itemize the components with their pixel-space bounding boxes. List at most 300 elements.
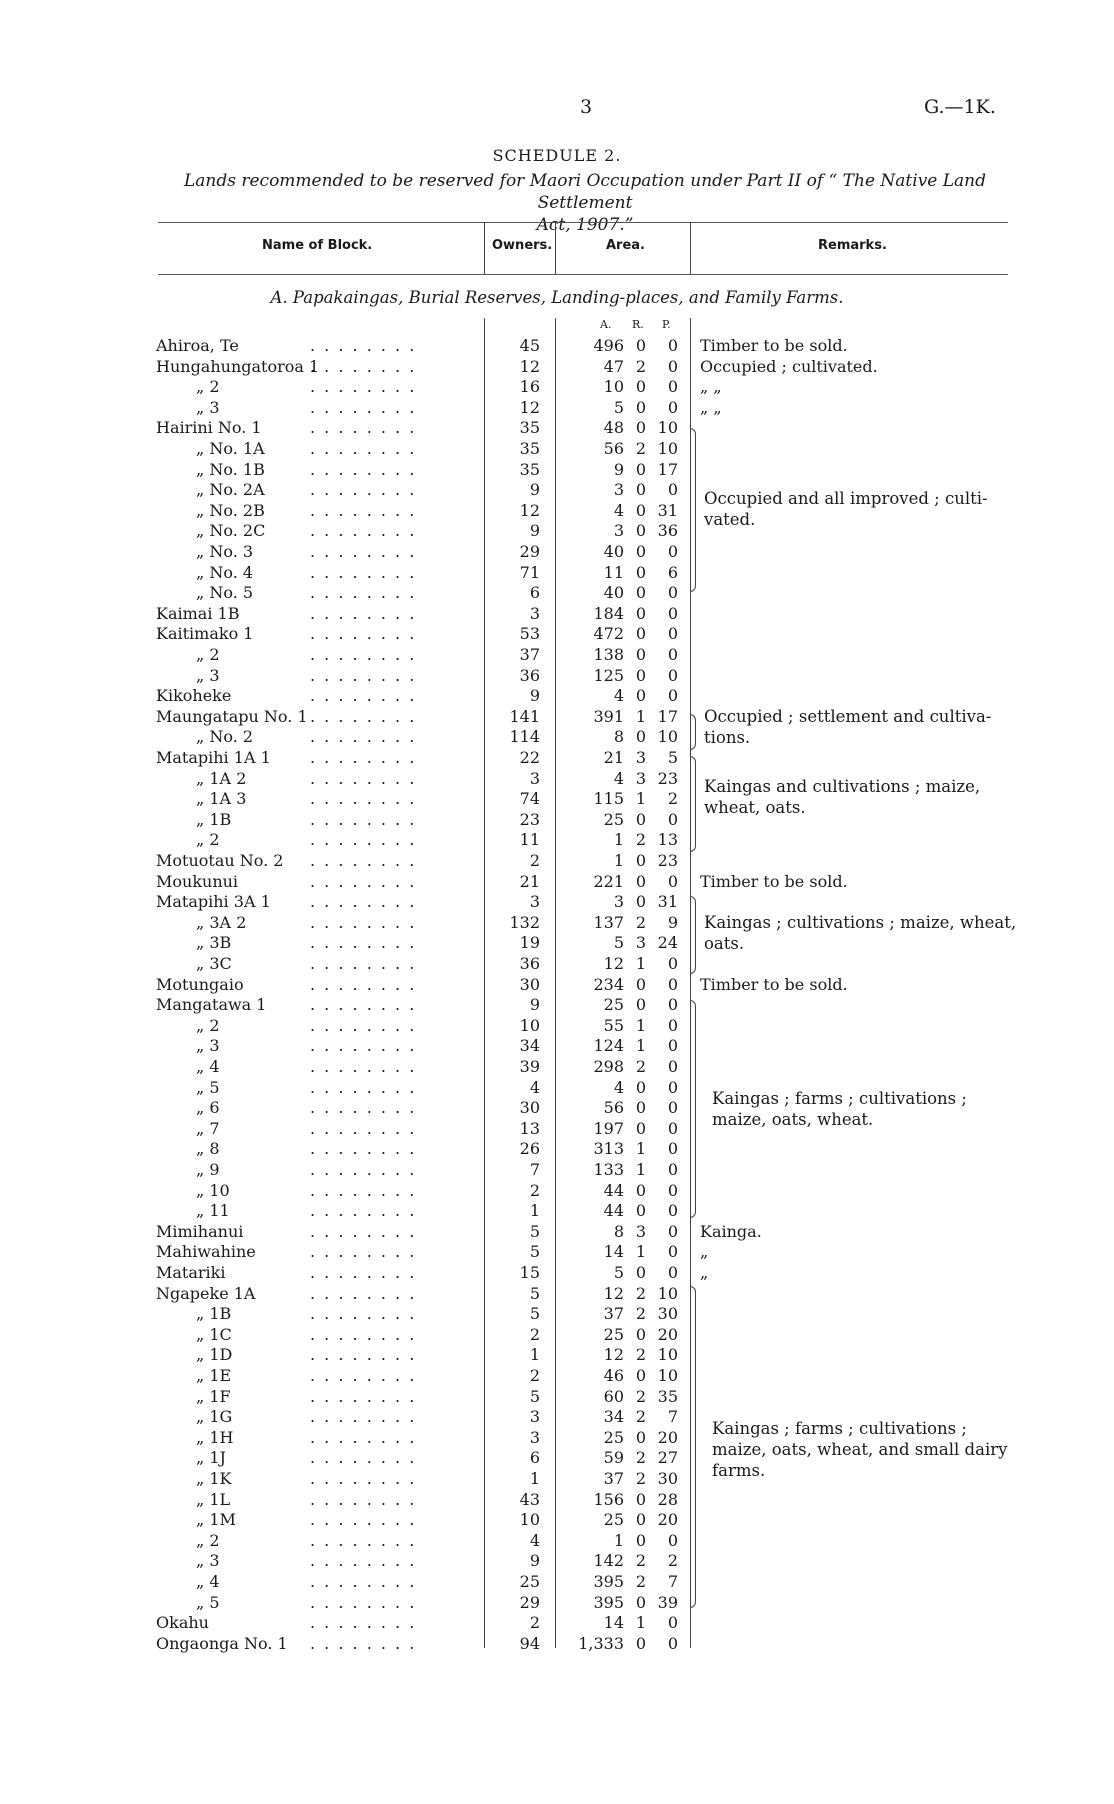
leader-dots: . . . . . . . . (310, 583, 417, 603)
block-name: „ No. 3 (196, 542, 254, 561)
owners-count: 3 (529, 768, 540, 788)
owners-count: 132 (509, 912, 540, 932)
column-rule-owners-body (484, 318, 485, 1648)
area-acres: 14 (603, 1613, 624, 1633)
area-perches: 2 (667, 789, 678, 809)
area-roods: 0 (635, 1201, 646, 1221)
remark-text: Timber to be sold. (700, 336, 848, 355)
leader-dots: . . . . . . . . (310, 1015, 417, 1035)
block-name: Kaitimako 1 (156, 624, 254, 644)
area-acres: 34 (603, 1407, 624, 1427)
owners-count: 13 (519, 1118, 540, 1138)
area-roods: 0 (635, 459, 646, 479)
area-roods: 0 (635, 500, 646, 520)
area-roods: 2 (635, 1304, 646, 1324)
area-acres: 391 (593, 706, 624, 726)
area-roods: 0 (635, 1366, 646, 1385)
owners-count: 71 (519, 562, 540, 582)
area-perches: 13 (657, 830, 678, 850)
leader-dots: . . . . . . . . (310, 397, 417, 417)
area-perches: 0 (667, 1015, 678, 1035)
area-perches: 0 (667, 624, 678, 644)
leader-dots: . . . . . . . . (310, 1077, 417, 1097)
area-roods: 0 (635, 665, 646, 685)
owners-count: 39 (519, 1057, 540, 1076)
area-acres: 55 (603, 1015, 624, 1035)
area-perches: 0 (667, 645, 678, 664)
block-name: „ 1A 3 (196, 789, 247, 809)
column-rule-area-body (555, 318, 556, 1648)
area-acres: 44 (603, 1180, 624, 1200)
area-roods: 0 (635, 1592, 646, 1612)
owners-count: 45 (519, 336, 540, 355)
owners-count: 43 (519, 1489, 540, 1509)
area-acres: 60 (603, 1386, 624, 1406)
area-acres: 3 (613, 521, 624, 541)
area-acres: 25 (603, 995, 624, 1015)
area-roods: 0 (635, 1263, 646, 1282)
block-name: „ 1C (196, 1324, 232, 1344)
leader-dots: . . . . . . . . (310, 1572, 417, 1591)
area-perches: 0 (667, 1242, 678, 1262)
area-perches: 0 (667, 995, 678, 1015)
leader-dots: . . . . . . . . (310, 748, 417, 767)
owners-count: 30 (519, 974, 540, 994)
area-perches: 0 (667, 1098, 678, 1118)
area-perches: 0 (667, 1263, 678, 1282)
area-perches: 36 (657, 521, 678, 541)
area-perches: 10 (657, 1283, 678, 1303)
block-name: „ 4 (196, 1057, 220, 1076)
leader-dots: . . . . . . . . (310, 480, 417, 500)
owners-count: 29 (519, 542, 540, 561)
leader-dots: . . . . . . . . (310, 1118, 417, 1138)
owners-count: 35 (519, 418, 540, 438)
leader-dots: . . . . . . . . (310, 995, 417, 1015)
area-roods: 0 (635, 603, 646, 623)
leader-dots: . . . . . . . . (310, 1139, 417, 1159)
column-header-remarks: Remarks. (818, 238, 887, 253)
area-perches: 0 (667, 336, 678, 355)
leader-dots: . . . . . . . . (310, 1613, 417, 1633)
area-acres: 298 (593, 1057, 624, 1076)
owners-count: 6 (529, 583, 540, 603)
area-perches: 0 (667, 665, 678, 685)
leader-dots: . . . . . . . . (310, 1345, 417, 1365)
block-name: „ 3 (196, 397, 220, 417)
owners-count: 9 (529, 686, 540, 706)
block-name: „ 1L (196, 1489, 231, 1509)
leader-dots: . . . . . . . . (310, 562, 417, 582)
remark-text: „ (700, 1263, 709, 1282)
area-roods: 0 (635, 995, 646, 1015)
owners-count: 94 (519, 1633, 540, 1653)
area-roods: 2 (635, 356, 646, 376)
block-name: „ 2 (196, 1530, 220, 1550)
remark-mangatawa: Kaingas ; farms ; cultivations ; maize, oats, wheat. (712, 1089, 967, 1129)
area-acres: 14 (603, 1242, 624, 1262)
block-name: Kikoheke (156, 686, 232, 706)
area-acres: 5 (613, 1263, 624, 1282)
block-name: Motuotau No. 2 (156, 851, 284, 870)
block-name: Ngapeke 1A (156, 1283, 256, 1303)
area-perches: 0 (667, 356, 678, 376)
area-perches: 0 (667, 377, 678, 397)
owners-count: 37 (519, 645, 540, 664)
area-acres: 1 (613, 1530, 624, 1550)
area-acres: 12 (603, 954, 624, 973)
area-perches: 10 (657, 1366, 678, 1385)
area-perches: 6 (667, 562, 678, 582)
area-acres: 40 (603, 542, 624, 561)
schedule-title: SCHEDULE 2. (492, 146, 622, 165)
owners-count: 1 (529, 1201, 540, 1221)
block-name: Kaimai 1B (156, 603, 240, 623)
leader-dots: . . . . . . . . (310, 356, 417, 376)
block-name: „ 3 (196, 1551, 220, 1571)
area-acres: 11 (603, 562, 624, 582)
block-name: „ 2 (196, 830, 220, 850)
owners-count: 12 (519, 500, 540, 520)
area-roods: 0 (635, 1510, 646, 1530)
block-name: „ 2 (196, 1015, 220, 1035)
leader-dots: . . . . . . . . (310, 851, 417, 870)
leader-dots: . . . . . . . . (310, 1366, 417, 1385)
block-name: Mimihanui (156, 1221, 244, 1241)
owners-count: 1 (529, 1345, 540, 1365)
block-name: „ 8 (196, 1139, 220, 1159)
leader-dots: . . . . . . . . (310, 377, 417, 397)
remark-brace (690, 1286, 696, 1608)
area-acres: 221 (593, 871, 624, 891)
leader-dots: . . . . . . . . (310, 912, 417, 932)
area-acres: 46 (603, 1366, 624, 1385)
area-acres: 3 (613, 480, 624, 500)
block-name: „ 1D (196, 1345, 233, 1365)
area-roods: 0 (635, 686, 646, 706)
leader-dots: . . . . . . . . (310, 974, 417, 994)
owners-count: 4 (529, 1530, 540, 1550)
area-acres: 133 (593, 1160, 624, 1179)
leader-dots: . . . . . . . . (310, 1592, 417, 1612)
owners-count: 5 (529, 1283, 540, 1303)
owners-count: 36 (519, 954, 540, 973)
area-perches: 10 (657, 439, 678, 458)
area-perches: 0 (667, 954, 678, 973)
block-name: „ 1H (196, 1427, 234, 1447)
remark-text: „ (700, 1242, 709, 1262)
area-perches: 0 (667, 583, 678, 603)
owners-count: 7 (529, 1160, 540, 1179)
area-acres: 1 (613, 830, 624, 850)
owners-count: 12 (519, 397, 540, 417)
leader-dots: . . . . . . . . (310, 1510, 417, 1530)
owners-count: 25 (519, 1572, 540, 1591)
owners-count: 26 (519, 1139, 540, 1159)
area-acres: 4 (613, 500, 624, 520)
leader-dots: . . . . . . . . (310, 768, 417, 788)
area-acres: 25 (603, 809, 624, 829)
block-name: „ 3 (196, 1036, 220, 1056)
area-perches: 2 (667, 1551, 678, 1571)
area-roods: 2 (635, 1057, 646, 1076)
leader-dots: . . . . . . . . (310, 1324, 417, 1344)
area-acres: 125 (593, 665, 624, 685)
owners-count: 9 (529, 521, 540, 541)
block-name: „ 4 (196, 1572, 220, 1591)
owners-count: 2 (529, 1366, 540, 1385)
area-perches: 35 (657, 1386, 678, 1406)
block-name: „ 11 (196, 1201, 230, 1221)
area-perches: 31 (657, 892, 678, 912)
area-roods: 1 (635, 1036, 646, 1056)
owners-count: 2 (529, 1324, 540, 1344)
owners-count: 6 (529, 1448, 540, 1468)
leader-dots: . . . . . . . . (310, 1407, 417, 1427)
leader-dots: . . . . . . . . (310, 336, 417, 355)
area-perches: 0 (667, 542, 678, 561)
area-roods: 0 (635, 1324, 646, 1344)
remark-matapihi-3: Kaingas ; cultivations ; maize, wheat, oats. (704, 913, 1017, 953)
area-roods: 0 (635, 397, 646, 417)
page-number: 3 (580, 96, 593, 118)
remark-brace (690, 714, 696, 750)
block-name: Hungahungatoroa 1 (156, 356, 320, 376)
area-perches: 30 (657, 1304, 678, 1324)
owners-count: 3 (529, 603, 540, 623)
area-perches: 0 (667, 1201, 678, 1221)
area-roods: 0 (635, 727, 646, 747)
area-roods: 0 (635, 871, 646, 891)
area-acres: 138 (593, 645, 624, 664)
owners-count: 22 (519, 748, 540, 767)
area-roods: 0 (635, 1118, 646, 1138)
leader-dots: . . . . . . . . (310, 1242, 417, 1262)
area-roods: 0 (635, 1180, 646, 1200)
leader-dots: . . . . . . . . (310, 686, 417, 706)
leader-dots: . . . . . . . . (310, 1304, 417, 1324)
leader-dots: . . . . . . . . (310, 1551, 417, 1571)
area-perches: 0 (667, 871, 678, 891)
owners-count: 9 (529, 480, 540, 500)
area-roods: 2 (635, 1345, 646, 1365)
area-perches: 0 (667, 1077, 678, 1097)
leader-dots: . . . . . . . . (310, 1098, 417, 1118)
leader-dots: . . . . . . . . (310, 1201, 417, 1221)
block-name: Motungaio (156, 974, 244, 994)
remark-matapihi-1: Kaingas and cultivations ; maize, wheat, oats. (704, 777, 981, 817)
area-perches: 17 (657, 459, 678, 479)
area-perches: 10 (657, 418, 678, 438)
area-perches: 20 (657, 1427, 678, 1447)
area-perches: 0 (667, 1180, 678, 1200)
block-name: „ 3C (196, 954, 232, 973)
area-roods: 0 (635, 1633, 646, 1653)
remark-brace (690, 1000, 696, 1218)
area-roods: 0 (635, 418, 646, 438)
owners-count: 15 (519, 1263, 540, 1282)
leader-dots: . . . . . . . . (310, 1057, 417, 1076)
area-acres: 25 (603, 1510, 624, 1530)
subtitle-line-2: Act, 1907.” (536, 215, 634, 235)
block-name: Mangatawa 1 (156, 995, 267, 1015)
leader-dots: . . . . . . . . (310, 933, 417, 953)
area-acres: 5 (613, 397, 624, 417)
area-perches: 20 (657, 1510, 678, 1530)
area-perches: 0 (667, 1118, 678, 1138)
leader-dots: . . . . . . . . (310, 439, 417, 458)
owners-count: 35 (519, 459, 540, 479)
area-acres: 4 (613, 768, 624, 788)
block-name: „ No. 1A (196, 439, 265, 458)
column-header-name: Name of Block. (262, 238, 373, 253)
remark-brace (690, 896, 696, 974)
block-name: „ No. 2A (196, 480, 265, 500)
leader-dots: . . . . . . . . (310, 706, 417, 726)
leader-dots: . . . . . . . . (310, 954, 417, 973)
area-roods: 1 (635, 1015, 646, 1035)
block-name: Mahiwahine (156, 1242, 256, 1262)
block-name: Maungatapu No. 1 (156, 706, 308, 726)
block-name: Ahiroa, Te (156, 336, 239, 355)
area-perches: 0 (667, 809, 678, 829)
area-acres: 142 (593, 1551, 624, 1571)
leader-dots: . . . . . . . . (310, 1469, 417, 1488)
area-acres: 124 (593, 1036, 624, 1056)
area-acres: 21 (603, 748, 624, 767)
area-perches: 0 (667, 1057, 678, 1076)
area-perches: 24 (657, 933, 678, 953)
block-name: Okahu (156, 1613, 209, 1633)
area-roods: 0 (635, 809, 646, 829)
area-acres: 234 (593, 974, 624, 994)
header-bottom-rule (158, 274, 1008, 275)
subtitle-line-1: Lands recommended to be reserved for Maori Occupation under Part II of “ The Native Land Settlement (183, 171, 987, 213)
leader-dots: . . . . . . . . (310, 727, 417, 747)
area-acres: 37 (603, 1469, 624, 1488)
column-header-area: Area. (606, 238, 645, 253)
leader-dots: . . . . . . . . (310, 809, 417, 829)
block-name: „ 2 (196, 645, 220, 664)
area-roods: 0 (635, 974, 646, 994)
leader-dots: . . . . . . . . (310, 542, 417, 561)
area-perches: 39 (657, 1592, 678, 1612)
owners-count: 3 (529, 892, 540, 912)
leader-dots: . . . . . . . . (310, 1221, 417, 1241)
owners-count: 3 (529, 1407, 540, 1427)
block-name: „ 2 (196, 377, 220, 397)
block-name: „ 9 (196, 1160, 220, 1179)
area-acres: 472 (593, 624, 624, 644)
area-perches: 0 (667, 686, 678, 706)
owners-count: 9 (529, 1551, 540, 1571)
remark-text: Timber to be sold. (700, 871, 848, 891)
block-name: „ 7 (196, 1118, 220, 1138)
block-name: „ 5 (196, 1592, 220, 1612)
area-roods: 0 (635, 645, 646, 664)
owners-count: 2 (529, 851, 540, 870)
area-perches: 10 (657, 727, 678, 747)
area-roods: 0 (635, 542, 646, 561)
area-roods: 2 (635, 1283, 646, 1303)
area-roods: 2 (635, 1551, 646, 1571)
block-name: Ongaonga No. 1 (156, 1633, 288, 1653)
area-perches: 31 (657, 500, 678, 520)
area-acres: 1,333 (578, 1633, 624, 1653)
owners-count: 10 (519, 1510, 540, 1530)
area-acres: 37 (603, 1304, 624, 1324)
owners-count: 5 (529, 1242, 540, 1262)
area-roods: 0 (635, 624, 646, 644)
block-name: Matapihi 3A 1 (156, 892, 271, 912)
leader-dots: . . . . . . . . (310, 1036, 417, 1056)
leader-dots: . . . . . . . . (310, 1386, 417, 1406)
owners-count: 9 (529, 995, 540, 1015)
document-reference: G.—1K. (924, 96, 996, 118)
block-name: „ 1E (196, 1366, 232, 1385)
area-roods: 0 (635, 1098, 646, 1118)
area-acres: 56 (603, 1098, 624, 1118)
owners-count: 16 (519, 377, 540, 397)
area-perches: 5 (667, 748, 678, 767)
area-roods: 1 (635, 1242, 646, 1262)
owners-count: 53 (519, 624, 540, 644)
area-acres: 4 (613, 1077, 624, 1097)
leader-dots: . . . . . . . . (310, 1530, 417, 1550)
block-name: „ 1B (196, 809, 232, 829)
area-acres: 5 (613, 933, 624, 953)
area-roods: 3 (635, 748, 646, 767)
leader-dots: . . . . . . . . (310, 1263, 417, 1282)
area-perches: 30 (657, 1469, 678, 1488)
owners-count: 74 (519, 789, 540, 809)
remark-text: Kainga. (700, 1221, 762, 1241)
owners-count: 36 (519, 665, 540, 685)
area-roods: 2 (635, 1386, 646, 1406)
remark-ngapeke: Kaingas ; farms ; cultivations ; maize, oats, wheat, and small dairy farms. (712, 1419, 1008, 1480)
area-perches: 9 (667, 912, 678, 932)
block-name: „ 1A 2 (196, 768, 247, 788)
leader-dots: . . . . . . . . (310, 459, 417, 479)
leader-dots: . . . . . . . . (310, 521, 417, 541)
block-name: Moukunui (156, 871, 239, 891)
header-top-rule (158, 222, 1008, 223)
area-acres: 395 (593, 1592, 624, 1612)
area-acres: 313 (593, 1139, 624, 1159)
area-roods: 0 (635, 336, 646, 355)
area-acres: 12 (603, 1283, 624, 1303)
column-rule-area-left (555, 222, 556, 274)
block-name: „ No. 2 (196, 727, 254, 747)
area-roods: 0 (635, 1530, 646, 1550)
block-name: „ 10 (196, 1180, 230, 1200)
area-acres: 8 (613, 1221, 624, 1241)
owners-count: 2 (529, 1180, 540, 1200)
leader-dots: . . . . . . . . (310, 645, 417, 664)
area-roods: 0 (635, 851, 646, 870)
area-roods: 2 (635, 830, 646, 850)
area-acres: 25 (603, 1324, 624, 1344)
remark-text: Occupied ; cultivated. (700, 356, 878, 376)
leader-dots: . . . . . . . . (310, 1180, 417, 1200)
block-name: „ No. 5 (196, 583, 254, 603)
area-acres: 12 (603, 1345, 624, 1365)
area-roods: 0 (635, 583, 646, 603)
area-roods: 3 (635, 1221, 646, 1241)
block-name: „ 1M (196, 1510, 236, 1530)
area-perches: 0 (667, 1139, 678, 1159)
area-perches: 27 (657, 1448, 678, 1468)
